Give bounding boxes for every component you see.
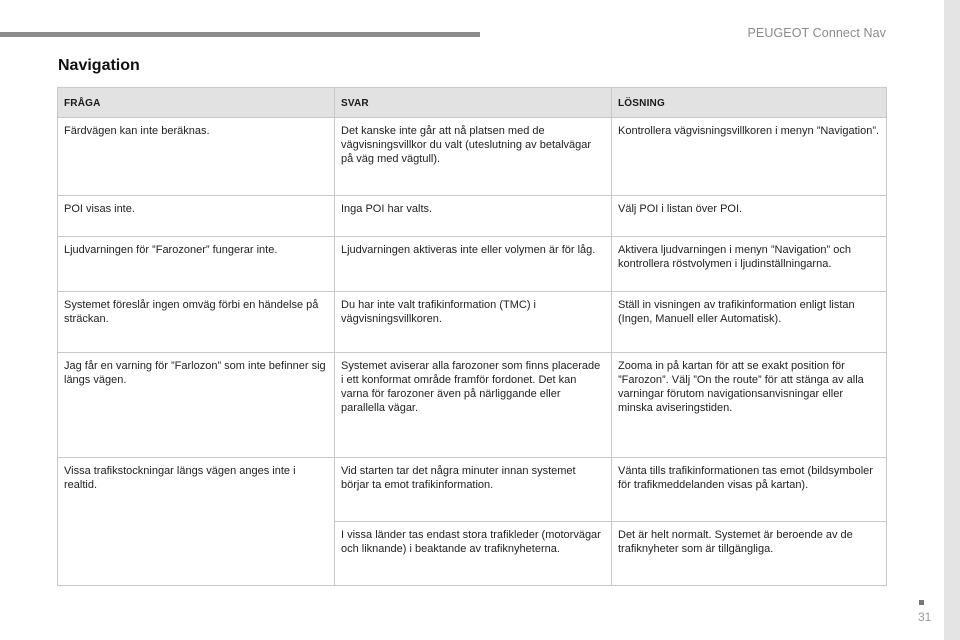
answer-cell: I vissa länder tas endast stora trafikleder (motorvägar och liknande) i beaktande av trafiknyheterna. bbox=[335, 522, 612, 586]
page-title: Navigation bbox=[58, 57, 140, 74]
page-edge-strip bbox=[944, 0, 960, 640]
solution-cell: Aktivera ljudvarningen i menyn ”Navigation” och kontrollera röstvolymen i ljudinställningarna. bbox=[612, 237, 887, 292]
page-number: 31 bbox=[918, 610, 932, 624]
solution-cell: Välj POI i listan över POI. bbox=[612, 196, 887, 237]
column-header-answer: SVAR bbox=[335, 88, 612, 118]
header-brand: PEUGEOT Connect Nav bbox=[747, 26, 886, 40]
question-cell: Ljudvarningen för ”Farozoner” fungerar inte. bbox=[58, 237, 335, 292]
solution-cell: Vänta tills trafikinformationen tas emot (bildsymboler för trafikmeddelanden visas på kartan). bbox=[612, 458, 887, 522]
troubleshooting-table bbox=[57, 87, 887, 586]
answer-cell: Vid starten tar det några minuter innan systemet börjar ta emot trafikinformation. bbox=[335, 458, 612, 522]
table-row bbox=[58, 353, 887, 458]
answer-cell: Systemet aviserar alla farozoner som finns placerade i ett konformat område framför fordonet. Det kan varna för farozoner även på närliggande eller parallella vägar. bbox=[335, 353, 612, 458]
column-header-solution: LÖSNING bbox=[612, 88, 887, 118]
question-cell: POI visas inte. bbox=[58, 196, 335, 237]
solution-cell: Ställ in visningen av trafikinformation enligt listan (Ingen, Manuell eller Automatisk). bbox=[612, 292, 887, 353]
table-row bbox=[58, 237, 887, 292]
question-cell: Systemet föreslår ingen omväg förbi en händelse på sträckan. bbox=[58, 292, 335, 353]
header-rule bbox=[0, 32, 480, 37]
answer-cell: Inga POI har valts. bbox=[335, 196, 612, 237]
solution-cell: Zooma in på kartan för att se exakt position för ”Farozon”. Välj ”On the route” för att stänga av alla varningar förutom navigationsanvisningar eller minska aviseringstiden. bbox=[612, 353, 887, 458]
solution-cell: Det är helt normalt. Systemet är beroende av de trafiknyheter som är tillgängliga. bbox=[612, 522, 887, 586]
answer-cell: Du har inte valt trafikinformation (TMC) i vägvisningsvillkoren. bbox=[335, 292, 612, 353]
table-row bbox=[58, 196, 887, 237]
solution-cell: Kontrollera vägvisningsvillkoren i menyn ”Navigation”. bbox=[612, 118, 887, 196]
question-cell: Vissa trafikstockningar längs vägen anges inte i realtid. bbox=[58, 458, 335, 586]
question-cell: Jag får en varning för ”Farlozon” som inte befinner sig längs vägen. bbox=[58, 353, 335, 458]
column-header-question: FRÅGA bbox=[58, 88, 335, 118]
table-row bbox=[58, 458, 887, 522]
question-cell: Färdvägen kan inte beräknas. bbox=[58, 118, 335, 196]
page-marker-square bbox=[919, 600, 924, 605]
table-header-row bbox=[58, 88, 887, 118]
answer-cell: Ljudvarningen aktiveras inte eller volymen är för låg. bbox=[335, 237, 612, 292]
table-row bbox=[58, 292, 887, 353]
answer-cell: Det kanske inte går att nå platsen med de vägvisningsvillkor du valt (uteslutning av betalvägar på väg med vägtull). bbox=[335, 118, 612, 196]
table-row bbox=[58, 118, 887, 196]
